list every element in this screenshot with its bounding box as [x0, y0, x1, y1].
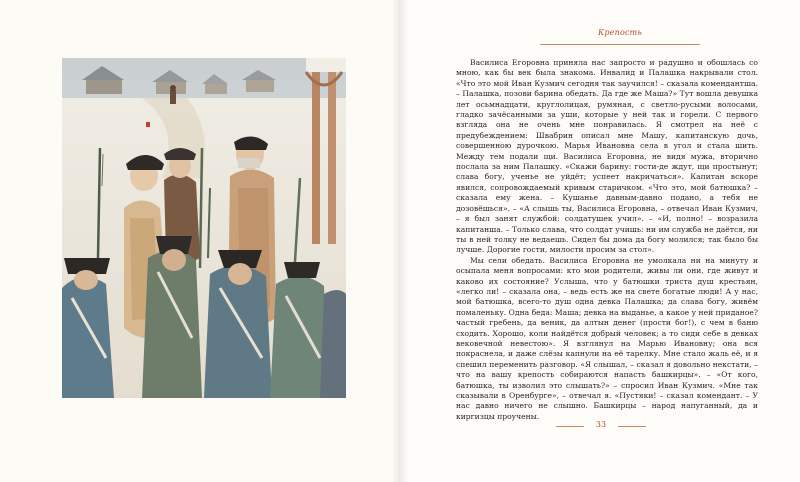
footer-rule-right: [618, 426, 646, 427]
running-header: [540, 28, 700, 48]
page-number-footer: [556, 420, 646, 432]
running-title: Крепость: [597, 28, 643, 37]
page-number: 33: [595, 420, 607, 429]
body-text: [456, 58, 758, 422]
paragraph-2: Мы сели обедать. Василиса Егоровна не умолкала ни на минуту и осыпала меня вопросами: кто мои родители, живы ли они, где живут и каково их состояние? Услыша, что у батюшки триста душ крестьян, «легко ли! – сказала она, – ведь есть же на свете богатые люди! А у нас, мой батюшка, всего-то душ одна девка Палашка; да слава богу, живём помаленьку. Одна беда: Маша; девка на выданье, а какое у ней приданое? частый гребень, да веник, да алтын денег (прости бог!), с чем в баню сходить. Хорошо, коли найдётся добрый человек; а то сиди себе в девках вековечной невестою». Я взглянул на Марью Ивановну; она вся покраснела, и даже слёзы капнули на её тарелку. Мне стало жаль её, и я спешил переменить разговор. «Я слышал, – сказал я довольно некстати, – что на вашу крепость собираются напасть башкирцы». – «От кого, батюшка, ты изволил это слышать?» – спросил Иван Кузмич. «Мне так сказывали в Оренбурге», – отвечал я. «Пустяки! – сказал комендант. – У нас давно ничего не слышно. Башкирцы – народ напуганный, да и киргизцы проучены.: [456, 255, 758, 421]
header-rule: [540, 44, 700, 45]
paragraph-1: Василиса Егоровна приняла нас запросто и радушно и обошлась со мною, как бы век была знакома. Инвалид и Палашка накрывали стол. «Что это мой Иван Кузмич сегодня так заучился! – сказала комендантша. – Палашка, позови барина обедать. Да где же Маша?» Тут вошла девушка лет осьмнадцати, круглолицая, румяная, с светло-русыми волосами, гладко зачёсанными за уши, которые у ней так и горели. С первого взгляда она не очень мне понравилась. Я смотрел на неё с предубеждением: Швабрин описал мне Машу, капитанскую дочь, совершенною дурочкою. Марья Ивановна села в угол и стала шить. Между тем подали щи. Василиса Егоровна, не видя мужа, вторично послала за ним Палашку. «Скажи барину: гости-де ждут, щи простынут; слава богу, ученье не уйдёт; успеет накричаться». Капитан вскоре явился, сопровождаемый кривым старичком. «Что это, мой батюшка? – сказала ему жена. – Кушанье давным-давно подано, а тебя не дозовёшься». – «А слышь ты, Василиса Егоровна, – отвечал Иван Кузмич, – я был занят службой: солдатушек учил». – «И, полно! – возразила капитанша. – Только слава, что солдат учишь: ни им служба не даётся, ни ты в ней толку не ведаешь. Сидел бы дома да богу молился; так было бы лучше. Дорогие гости, милости просим за стол».: [456, 58, 758, 255]
book-gutter: [392, 0, 408, 482]
watercolor-illustration: [62, 58, 346, 398]
footer-rule-left: [556, 426, 584, 427]
